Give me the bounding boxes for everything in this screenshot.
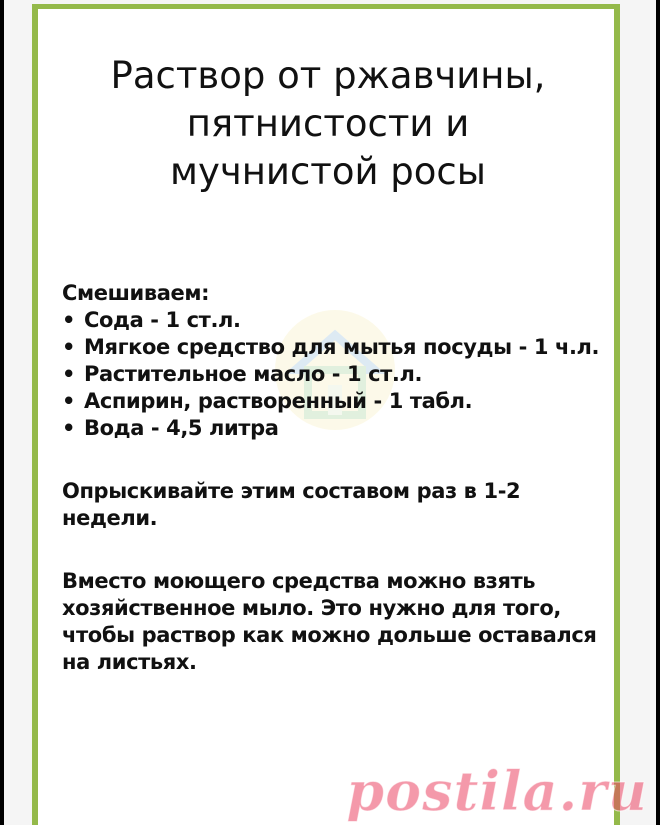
- ingredient-item: • Вода - 4,5 литра: [62, 415, 607, 442]
- ingredients-list: [62, 307, 607, 442]
- ingredient-item: • Аспирин, растворенный - 1 табл.: [62, 388, 607, 415]
- title-line-1: Раствор от ржавчины,: [110, 54, 546, 97]
- title-line-3: мучнистой росы: [170, 150, 486, 193]
- recipe-body: [62, 280, 607, 676]
- intro-text: Смешиваем:: [62, 281, 210, 305]
- spray-instruction: Опрыскивайте этим составом раз в 1-2 недели.: [62, 479, 521, 530]
- ingredient-item: • Растительное масло - 1 ст.л.: [62, 361, 607, 388]
- ingredient-item: • Мягкое средство для мытья посуды - 1 ч.л.: [62, 334, 607, 361]
- ingredient-item: • Сода - 1 ст.л.: [62, 307, 607, 334]
- soap-note: Вместо моющего средства можно взять хозяйственное мыло. Это нужно для того, чтобы раствор как можно дольше оставался на листьях.: [62, 569, 597, 674]
- card-title: [40, 52, 616, 196]
- postila-watermark: postila.ru: [346, 759, 648, 823]
- title-line-2: пятнистости и: [186, 102, 470, 145]
